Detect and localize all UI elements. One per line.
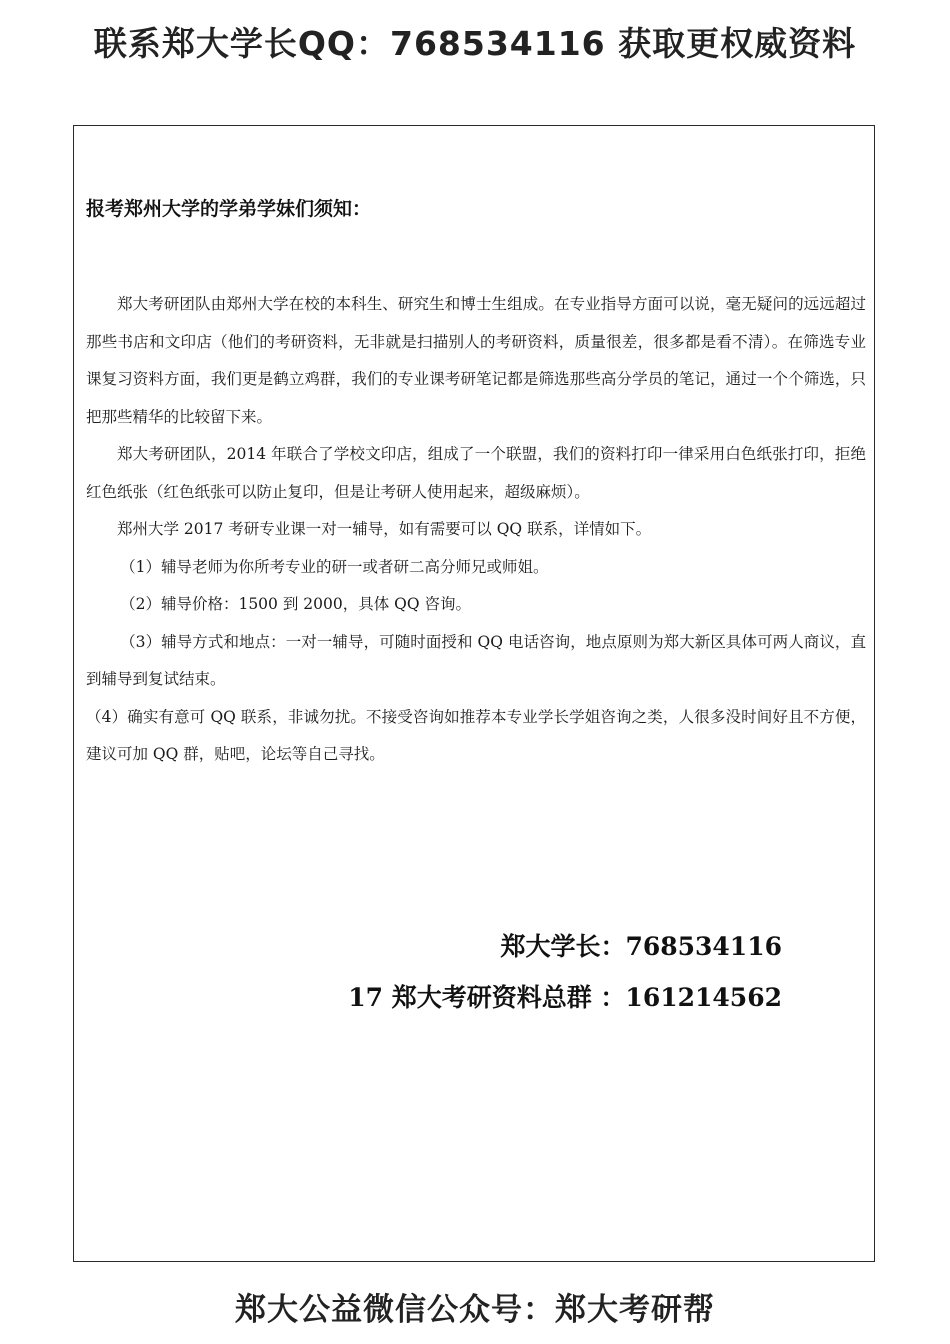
footer-banner: 郑大公益微信公众号：郑大考研帮 (235, 1292, 715, 1328)
list-item-price: （2）辅导价格：1500 到 2000，具体 QQ 咨询。 (120, 595, 471, 613)
group-qq: 17 郑大考研资料总群 ：161214562 (348, 983, 782, 1012)
header-banner: 联系郑大学长QQ：768534116 获取更权威资料 (93, 24, 857, 63)
notice-document (73, 125, 875, 1262)
senior-qq: 郑大学长：768534116 (500, 932, 782, 961)
contact-block (348, 921, 782, 1023)
list-item-method: （3）辅导方式和地点：一对一辅导，可随时面授和 QQ 电话咨询，地点原则为郑大新区具体可两人商议，直到辅导到复试结束。 (86, 632, 866, 688)
paragraph-team-intro: 郑大考研团队由郑州大学在校的本科生、研究生和博士生组成。在专业指导方面可以说，毫无疑问的远远超过那些书店和文印店（他们的考研资料，无非就是扫描别人的考研资料，质量很差，很多都是看不清）。在筛选专业课复习资料方面，我们更是鹤立鸡群，我们的专业课考研笔记都是筛选那些高分学员的笔记，通过一个个筛选，只把那些精华的比较留下来。 (86, 295, 866, 426)
paragraph-print-alliance: 郑大考研团队，2014 年联合了学校文印店，组成了一个联盟，我们的资料打印一律采用白色纸张打印，拒绝红色纸张（红色纸张可以防止复印，但是让考研人使用起来，超级麻烦）。 (86, 445, 866, 501)
paragraph-tutoring-intro: 郑州大学 2017 考研专业课一对一辅导，如有需要可以 QQ 联系，详情如下。 (117, 520, 652, 538)
notice-heading: 报考郑州大学的学弟学妹们须知： (86, 198, 372, 220)
list-item-tutor: （1）辅导老师为你所考专业的研一或者研二高分师兄或师姐。 (120, 557, 549, 576)
list-item-contact-note: （4）确实有意可 QQ 联系，非诚勿扰。不接受咨询如推荐本专业学长学姐咨询之类，人很多没时间好且不方便，建议可加 QQ 群，贴吧，论坛等自己寻找。 (86, 707, 866, 763)
notice-body (86, 286, 866, 774)
